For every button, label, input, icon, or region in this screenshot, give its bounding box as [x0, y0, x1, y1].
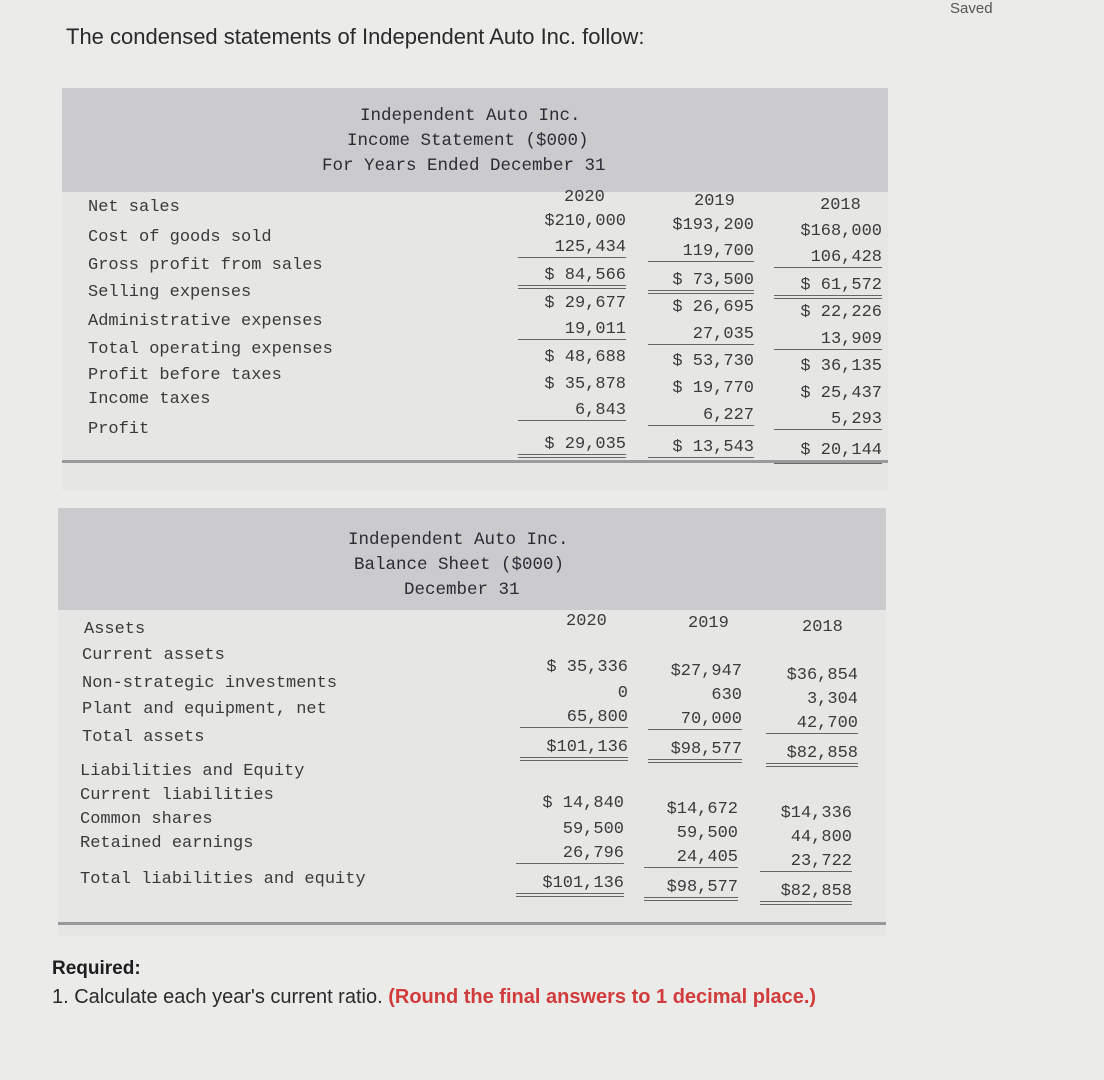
selling-expenses-2018: $ 22,226 [800, 303, 882, 322]
current-liabilities-2019: $14,672 [666, 800, 738, 819]
retained-earnings-2018: 23,722 [760, 852, 852, 872]
row-label-total-assets: Total assets [82, 728, 205, 747]
non-strategic-investments-2020: 0 [617, 684, 628, 703]
current-assets-2020: $ 35,336 [546, 658, 628, 677]
row-label-total-liabilities-equity: Total liabilities and equity [80, 870, 366, 889]
total-liabilities-equity-2019: $98,577 [644, 878, 738, 901]
profit-before-taxes-2020: $ 35,878 [544, 375, 626, 394]
income-title-company: Independent Auto Inc. [360, 106, 581, 126]
total-operating-expenses-2020: $ 48,688 [544, 348, 626, 367]
row-label-gross-profit: Gross profit from sales [88, 256, 323, 275]
common-shares-2019: 59,500 [676, 824, 738, 843]
income-title-statement: Income Statement ($000) [347, 131, 589, 151]
question-text [52, 986, 816, 1009]
balance-title-statement: Balance Sheet ($000) [354, 555, 565, 575]
net-sales-2018: $168,000 [800, 222, 882, 241]
row-label-current-assets: Current assets [82, 646, 225, 665]
row-label-current-liabilities: Current liabilities [80, 786, 274, 805]
current-assets-2018: $36,854 [786, 666, 858, 685]
income-bottom-rule [62, 460, 888, 463]
row-label-admin-expenses: Administrative expenses [88, 312, 323, 331]
profit-before-taxes-2019: $ 19,770 [672, 379, 754, 398]
net-sales-2019: $193,200 [672, 216, 754, 235]
total-assets-2018: $82,858 [766, 744, 858, 767]
row-label-non-strategic-investments: Non-strategic investments [82, 674, 338, 693]
cogs-2018: 106,428 [774, 248, 882, 268]
admin-expenses-2020: 19,011 [518, 320, 626, 340]
row-label-selling-expenses: Selling expenses [88, 283, 252, 302]
row-label-profit: Profit [88, 420, 150, 439]
selling-expenses-2019: $ 26,695 [672, 298, 754, 317]
rounding-instruction: (Round the final answers to 1 decimal place.) [388, 986, 817, 1008]
liabilities-equity-heading: Liabilities and Equity [80, 762, 305, 781]
balance-year-2018: 2018 [802, 618, 843, 637]
total-liabilities-equity-2020: $101,136 [516, 874, 624, 897]
row-label-plant-equipment: Plant and equipment, net [82, 700, 327, 719]
required-heading: Required: [52, 958, 141, 979]
saved-status: Saved [950, 0, 993, 17]
balance-bottom-rule [58, 922, 886, 925]
plant-equipment-2020: 65,800 [520, 708, 628, 728]
profit-2019: $ 13,543 [648, 438, 754, 461]
income-taxes-2020: 6,843 [518, 401, 626, 421]
balance-year-2019: 2019 [688, 614, 729, 633]
question-prefix: 1. Calculate each year's current ratio. [52, 986, 383, 1008]
current-assets-2019: $27,947 [670, 662, 742, 681]
gross-profit-2020: $ 84,566 [518, 266, 626, 289]
profit-2018: $ 20,144 [774, 441, 882, 464]
common-shares-2018: 44,800 [790, 828, 852, 847]
admin-expenses-2018: 13,909 [774, 330, 882, 350]
common-shares-2020: 59,500 [562, 820, 624, 839]
cogs-2019: 119,700 [648, 242, 754, 262]
row-label-net-sales: Net sales [88, 198, 180, 217]
row-label-common-shares: Common shares [80, 810, 213, 829]
income-taxes-2018: 5,293 [774, 410, 882, 430]
row-label-profit-before-taxes: Profit before taxes [88, 366, 282, 385]
balance-title-date: December 31 [404, 580, 520, 600]
income-taxes-2019: 6,227 [648, 406, 754, 426]
balance-title-company: Independent Auto Inc. [348, 530, 569, 550]
gross-profit-2019: $ 73,500 [648, 271, 754, 294]
plant-equipment-2019: 70,000 [648, 710, 742, 730]
row-label-income-taxes: Income taxes [88, 390, 211, 409]
total-liabilities-equity-2018: $82,858 [760, 882, 852, 905]
balance-year-2020: 2020 [566, 612, 607, 631]
gross-profit-2018: $ 61,572 [774, 276, 882, 299]
balance-sheet-panel [58, 508, 886, 936]
total-assets-2019: $98,577 [648, 740, 742, 763]
cogs-2020: 125,434 [518, 238, 626, 258]
total-operating-expenses-2019: $ 53,730 [672, 352, 754, 371]
retained-earnings-2019: 24,405 [644, 848, 738, 868]
income-year-2018: 2018 [820, 196, 861, 215]
row-label-retained-earnings: Retained earnings [80, 834, 254, 853]
intro-text: The condensed statements of Independent Auto Inc. follow: [66, 24, 645, 49]
total-assets-2020: $101,136 [520, 738, 628, 761]
row-label-total-operating-expenses: Total operating expenses [88, 340, 333, 359]
row-label-cogs: Cost of goods sold [88, 228, 272, 247]
income-year-2019: 2019 [694, 192, 735, 211]
admin-expenses-2019: 27,035 [648, 325, 754, 345]
income-title-period: For Years Ended December 31 [322, 156, 606, 176]
income-year-2020: 2020 [564, 188, 605, 207]
profit-before-taxes-2018: $ 25,437 [800, 384, 882, 403]
non-strategic-investments-2018: 3,304 [806, 690, 858, 709]
profit-2020: $ 29,035 [518, 435, 626, 458]
assets-heading: Assets [84, 620, 146, 639]
retained-earnings-2020: 26,796 [516, 844, 624, 864]
income-statement-panel [62, 88, 888, 490]
total-operating-expenses-2018: $ 36,135 [800, 357, 882, 376]
non-strategic-investments-2019: 630 [711, 686, 742, 705]
net-sales-2020: $210,000 [544, 212, 626, 231]
selling-expenses-2020: $ 29,677 [544, 294, 626, 313]
plant-equipment-2018: 42,700 [766, 714, 858, 734]
current-liabilities-2020: $ 14,840 [542, 794, 624, 813]
current-liabilities-2018: $14,336 [780, 804, 852, 823]
